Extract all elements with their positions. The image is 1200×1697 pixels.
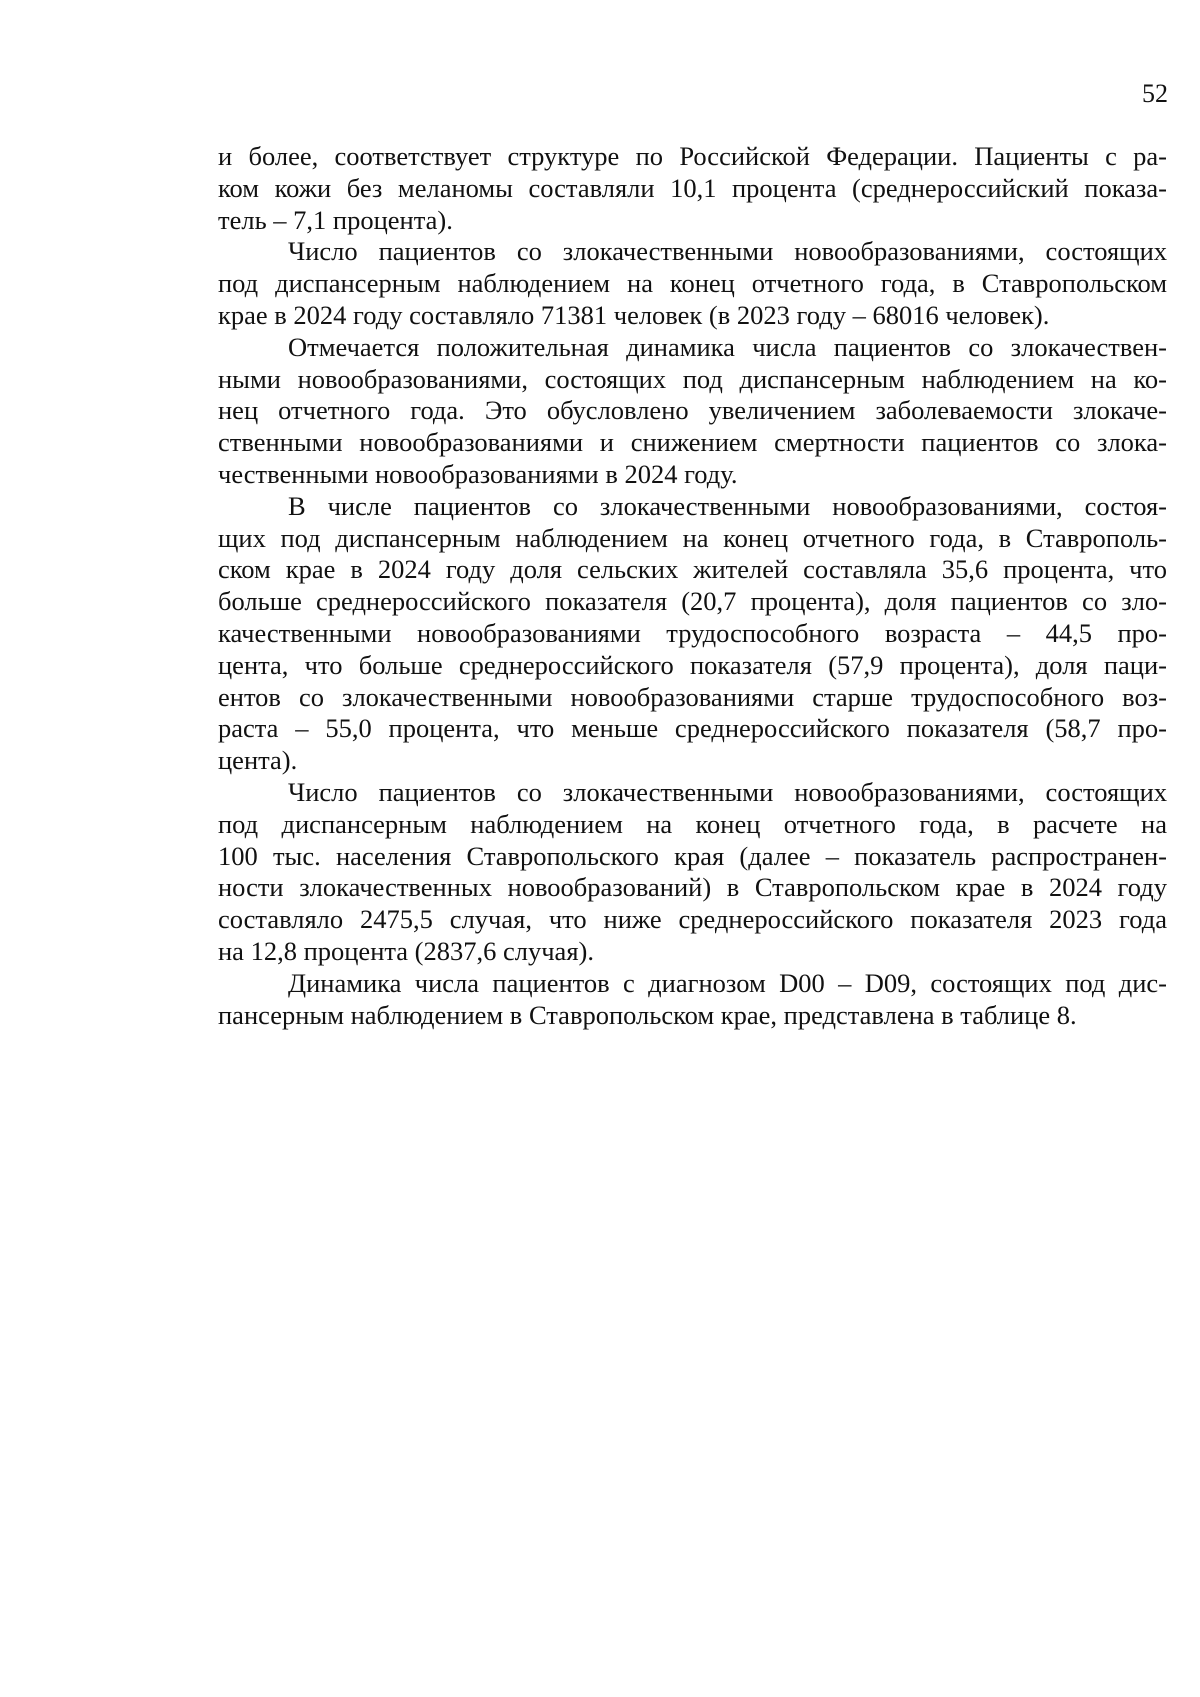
text-line: и более, соответствует структуре по Российской Федерации. Пациенты с ра- <box>218 141 1167 171</box>
text-line: тель – 7,1 процента). <box>218 204 453 235</box>
text-line: под диспансерным наблюдением на конец отчетного года, в Ставропольском <box>218 268 1167 299</box>
text-line: Отмечается положительная динамика числа пациентов со злокачествен- <box>288 331 1167 362</box>
text-line: щих под диспансерным наблюдением на конец отчетного года, в Ставрополь- <box>218 522 1167 553</box>
text-line: цента). <box>218 745 298 776</box>
text-line: ственными новообразованиями и снижением смертности пациентов со злока- <box>218 427 1167 458</box>
text-line: раста – 55,0 процента, что меньше среднероссийского показателя (58,7 про- <box>218 713 1167 744</box>
text-line: Число пациентов со злокачественными новообразованиями, состоящих <box>288 236 1167 267</box>
text-line: ентов со злокачественными новообразованиями старше трудоспособного воз- <box>218 681 1167 712</box>
text-line: 100 тыс. населения Ставропольского края (далее – показатель распространен- <box>218 840 1167 871</box>
text-line: крае в 2024 году составляло 71381 человек (в 2023 году – 68016 человек). <box>218 300 1050 330</box>
text-line: цента, что больше среднероссийского показателя (57,9 процента), доля паци- <box>218 649 1167 680</box>
page-number: 52 <box>1142 79 1168 108</box>
text-line: чественными новообразованиями в 2024 году. <box>218 459 738 489</box>
text-line: качественными новообразованиями трудоспособного возраста – 44,5 про- <box>218 618 1167 648</box>
text-line: ком кожи без меланомы составляли 10,1 процента (среднероссийский показа- <box>218 172 1167 203</box>
text-line: нец отчетного года. Это обусловлено увеличением заболеваемости злокаче- <box>218 395 1167 426</box>
text-line: больше среднероссийского показателя (20,7 процента), доля пациентов со зло- <box>218 586 1167 617</box>
text-line: Динамика числа пациентов с диагнозом D00 – D09, состоящих под дис- <box>288 967 1167 998</box>
text-line: составляло 2475,5 случая, что ниже среднероссийского показателя 2023 года <box>218 904 1167 935</box>
text-line: на 12,8 процента (2837,6 случая). <box>218 936 594 966</box>
text-line: ском крае в 2024 году доля сельских жителей составляла 35,6 процента, что <box>218 554 1167 585</box>
text-line: В числе пациентов со злокачественными новообразованиями, состоя- <box>288 490 1167 521</box>
text-line: пансерным наблюдением в Ставропольском крае, представлена в таблице 8. <box>218 999 1077 1030</box>
text-line: ности злокачественных новообразований) в Ставропольском крае в 2024 году <box>218 872 1167 903</box>
text-line: под диспансерным наблюдением на конец отчетного года, в расчете на <box>218 808 1167 839</box>
text-line: ными новообразованиями, состоящих под диспансерным наблюдением на ко- <box>218 363 1167 394</box>
text-line: Число пациентов со злокачественными новообразованиями, состоящих <box>288 777 1167 807</box>
